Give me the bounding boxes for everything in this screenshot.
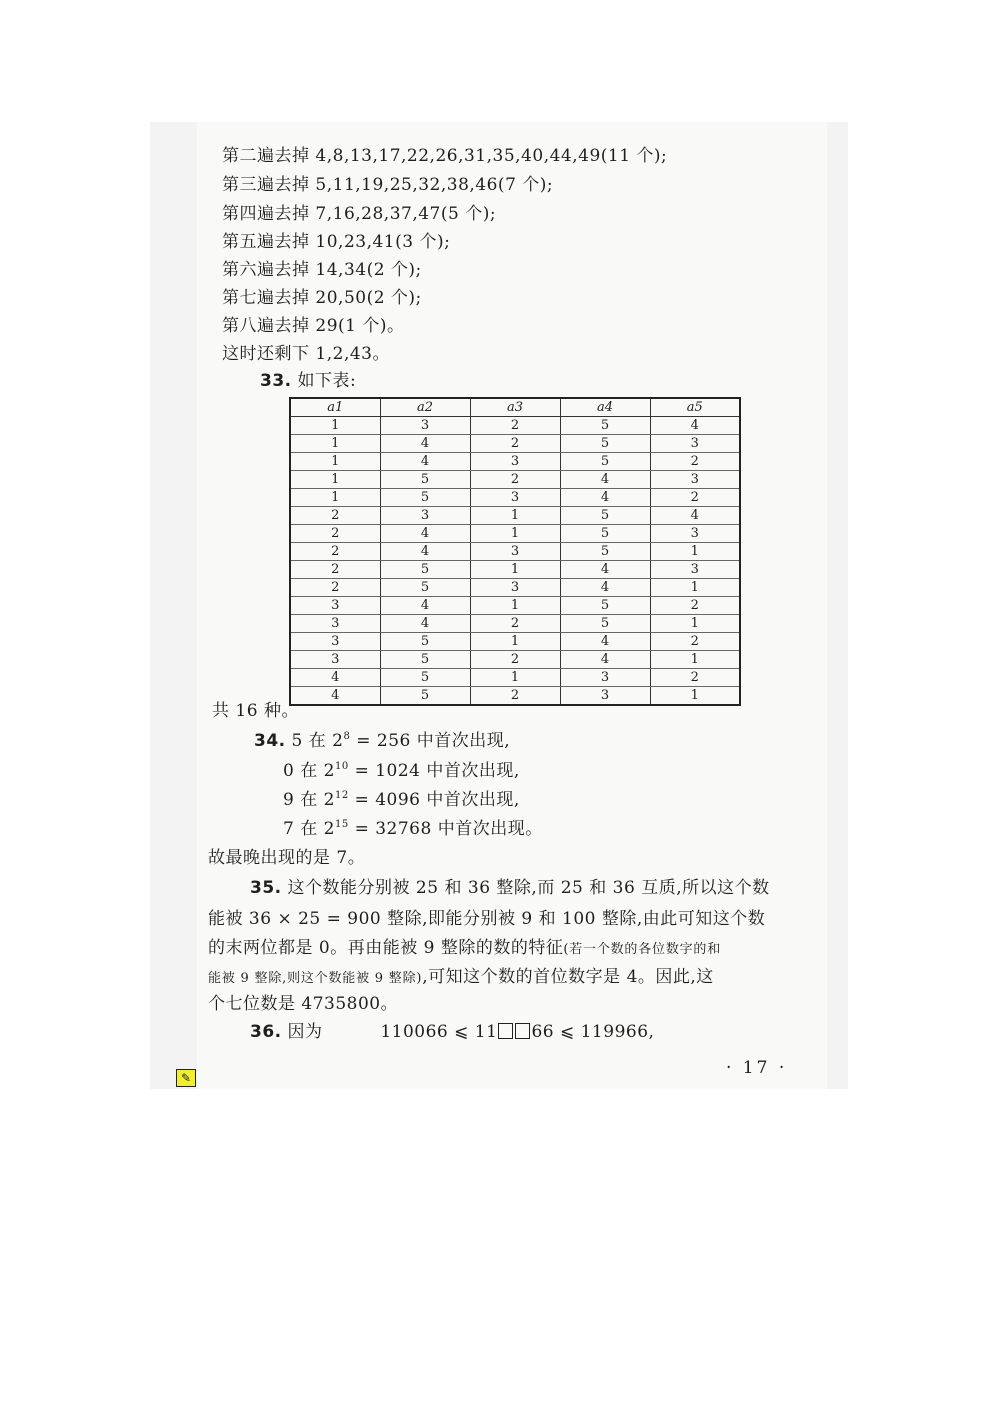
table-cell: 2 <box>650 489 740 507</box>
table-cell: 3 <box>290 597 380 615</box>
table-cell: 2 <box>470 471 560 489</box>
p34-r2-exp: 10 <box>334 761 349 772</box>
p34-r3-post: = 4096 中首次出现, <box>348 790 520 810</box>
blank-box-1 <box>498 1023 513 1039</box>
table-cell: 1 <box>650 579 740 597</box>
problem-33 <box>260 371 356 391</box>
table-cell: 3 <box>470 489 560 507</box>
problem-36 <box>250 1022 654 1042</box>
table-cell: 5 <box>560 525 650 543</box>
line-pass-5: 第五遍去掉 10,23,41(3 个); <box>222 232 451 252</box>
table-cell: 2 <box>290 525 380 543</box>
table-cell: 4 <box>650 417 740 435</box>
problem-35-number: 35. <box>250 878 282 898</box>
p34-r3-exp: 12 <box>334 790 349 801</box>
table-cell: 2 <box>470 687 560 706</box>
table-row <box>290 687 740 706</box>
table-cell: 4 <box>560 651 650 669</box>
table-cell: 5 <box>560 417 650 435</box>
table-row <box>290 453 740 471</box>
table-cell: 4 <box>380 615 470 633</box>
header-a3: a3 <box>470 398 560 417</box>
table-cell: 4 <box>290 669 380 687</box>
p34-r1-pre: 5 在 2 <box>291 731 344 751</box>
table-cell: 4 <box>560 633 650 651</box>
table-cell: 2 <box>650 669 740 687</box>
line-pass-3: 第三遍去掉 5,11,19,25,32,38,46(7 个); <box>222 175 554 195</box>
table-cell: 1 <box>470 561 560 579</box>
table-cell: 5 <box>560 507 650 525</box>
table-cell: 3 <box>560 687 650 706</box>
line-pass-8: 第八遍去掉 29(1 个)。 <box>222 316 405 336</box>
table-row <box>290 597 740 615</box>
table-cell: 4 <box>560 579 650 597</box>
problem-34-number: 34. <box>254 731 286 751</box>
table-cell: 4 <box>650 507 740 525</box>
problem-34-row-4 <box>283 819 543 839</box>
problem-33-number: 33. <box>260 371 292 391</box>
problem-36-number: 36. <box>250 1022 282 1042</box>
table-cell: 2 <box>470 615 560 633</box>
table-cell: 4 <box>380 435 470 453</box>
table-row <box>290 435 740 453</box>
table-cell: 1 <box>290 489 380 507</box>
table-cell: 5 <box>380 561 470 579</box>
table-cell: 3 <box>560 669 650 687</box>
table-row <box>290 579 740 597</box>
p35-l4-main: ,可知这个数的首位数字是 4。因此,这 <box>422 967 714 987</box>
p34-r1-exp: 8 <box>343 731 351 742</box>
table-row <box>290 651 740 669</box>
table-cell: 1 <box>290 453 380 471</box>
p34-r4-pre: 7 在 2 <box>283 819 335 839</box>
table-cell: 4 <box>380 525 470 543</box>
table-cell: 3 <box>650 525 740 543</box>
p36-left: 110066 ⩽ 11 <box>380 1022 498 1042</box>
line-pass-6: 第六遍去掉 14,34(2 个); <box>222 260 422 280</box>
permutation-table <box>289 397 741 706</box>
table-cell: 5 <box>560 435 650 453</box>
problem-35-line-4 <box>208 967 714 989</box>
table-cell: 3 <box>380 417 470 435</box>
header-a1: a1 <box>290 398 380 417</box>
table-cell: 2 <box>470 651 560 669</box>
table-cell: 5 <box>380 489 470 507</box>
table-cell: 2 <box>470 435 560 453</box>
table-cell: 4 <box>380 597 470 615</box>
table-cell: 3 <box>290 651 380 669</box>
table-cell: 1 <box>650 543 740 561</box>
problem-34-row-2 <box>283 761 520 781</box>
edit-icon[interactable]: ✎ <box>176 1069 196 1087</box>
table-cell: 5 <box>380 633 470 651</box>
table-cell: 5 <box>380 651 470 669</box>
table-cell: 2 <box>290 543 380 561</box>
table-cell: 2 <box>290 507 380 525</box>
p35-l3-note: (若一个数的各位数字的和 <box>563 942 722 957</box>
header-a4: a4 <box>560 398 650 417</box>
p34-r2-post: = 1024 中首次出现, <box>348 761 520 781</box>
table-cell: 1 <box>470 525 560 543</box>
p34-r3-pre: 9 在 2 <box>283 790 335 810</box>
problem-34-row-3 <box>283 790 520 810</box>
problem-33-text: 如下表: <box>297 371 357 391</box>
table-cell: 2 <box>650 633 740 651</box>
table-cell: 2 <box>470 417 560 435</box>
table-row <box>290 543 740 561</box>
problem-34-row-1 <box>254 731 510 751</box>
table-cell: 4 <box>290 687 380 706</box>
table-cell: 3 <box>290 633 380 651</box>
table-cell: 3 <box>290 615 380 633</box>
table-cell: 1 <box>290 417 380 435</box>
table-cell: 4 <box>560 561 650 579</box>
table-cell: 1 <box>650 615 740 633</box>
problem-35-line-1 <box>250 878 770 898</box>
table-cell: 3 <box>470 543 560 561</box>
p36-word: 因为 <box>287 1022 323 1042</box>
table-cell: 5 <box>380 471 470 489</box>
p34-r4-post: = 32768 中首次出现。 <box>348 819 543 839</box>
table-cell: 1 <box>470 669 560 687</box>
table-row <box>290 561 740 579</box>
p34-r2-pre: 0 在 2 <box>283 761 335 781</box>
table-cell: 4 <box>560 489 650 507</box>
line-pass-4: 第四遍去掉 7,16,28,37,47(5 个); <box>222 204 497 224</box>
table-cell: 5 <box>380 579 470 597</box>
table-cell: 2 <box>290 561 380 579</box>
table-cell: 1 <box>470 507 560 525</box>
table-cell: 4 <box>380 453 470 471</box>
table-cell: 1 <box>290 435 380 453</box>
table-row <box>290 615 740 633</box>
line-pass-2: 第二遍去掉 4,8,13,17,22,26,31,35,40,44,49(11 个); <box>222 146 668 166</box>
total-count: 共 16 种。 <box>212 701 299 721</box>
table-row <box>290 525 740 543</box>
table-cell: 1 <box>470 633 560 651</box>
table-cell: 5 <box>560 615 650 633</box>
table-cell: 3 <box>650 561 740 579</box>
table-cell: 5 <box>380 669 470 687</box>
table-cell: 2 <box>650 597 740 615</box>
table-cell: 4 <box>560 471 650 489</box>
table-row <box>290 489 740 507</box>
table-row <box>290 417 740 435</box>
table-cell: 3 <box>650 471 740 489</box>
problem-35-line-3 <box>208 938 721 960</box>
p34-r1-post: = 256 中首次出现, <box>350 731 511 751</box>
table-cell: 3 <box>470 579 560 597</box>
table-cell: 5 <box>380 687 470 706</box>
table-row <box>290 669 740 687</box>
p35-l3-main: 的末两位都是 0。再由能被 9 整除的数的特征 <box>208 938 564 958</box>
p35-l4-note: 能被 9 整除,则这个数能被 9 整除) <box>208 971 423 986</box>
table-header-row <box>290 398 740 417</box>
table-row <box>290 471 740 489</box>
problem-35-line-5: 个七位数是 4735800。 <box>208 994 399 1014</box>
table-row <box>290 507 740 525</box>
table-cell: 2 <box>290 579 380 597</box>
problem-34-conclusion: 故最晚出现的是 7。 <box>208 848 366 868</box>
table-cell: 3 <box>650 435 740 453</box>
header-a5: a5 <box>650 398 740 417</box>
table-cell: 3 <box>380 507 470 525</box>
table-body <box>290 417 740 706</box>
table-cell: 5 <box>560 453 650 471</box>
table-cell: 1 <box>650 687 740 706</box>
p35-l1-text: 这个数能分别被 25 和 36 整除,而 25 和 36 互质,所以这个数 <box>287 878 770 898</box>
table-cell: 5 <box>560 543 650 561</box>
line-remaining: 这时还剩下 1,2,43。 <box>222 344 390 364</box>
table-cell: 1 <box>470 597 560 615</box>
table-cell: 4 <box>380 543 470 561</box>
header-a2: a2 <box>380 398 470 417</box>
table-cell: 1 <box>650 651 740 669</box>
problem-35-line-2: 能被 36 × 25 = 900 整除,即能分别被 9 和 100 整除,由此可知这个数 <box>208 909 766 929</box>
p36-right: 66 ⩽ 119966, <box>531 1022 655 1042</box>
table-row <box>290 633 740 651</box>
line-pass-7: 第七遍去掉 20,50(2 个); <box>222 288 422 308</box>
table-cell: 5 <box>560 597 650 615</box>
table-cell: 1 <box>290 471 380 489</box>
table-cell: 3 <box>470 453 560 471</box>
table-cell: 2 <box>650 453 740 471</box>
blank-box-2 <box>515 1023 530 1039</box>
page-number: · 17 · <box>726 1058 788 1078</box>
p34-r4-exp: 15 <box>334 819 349 830</box>
